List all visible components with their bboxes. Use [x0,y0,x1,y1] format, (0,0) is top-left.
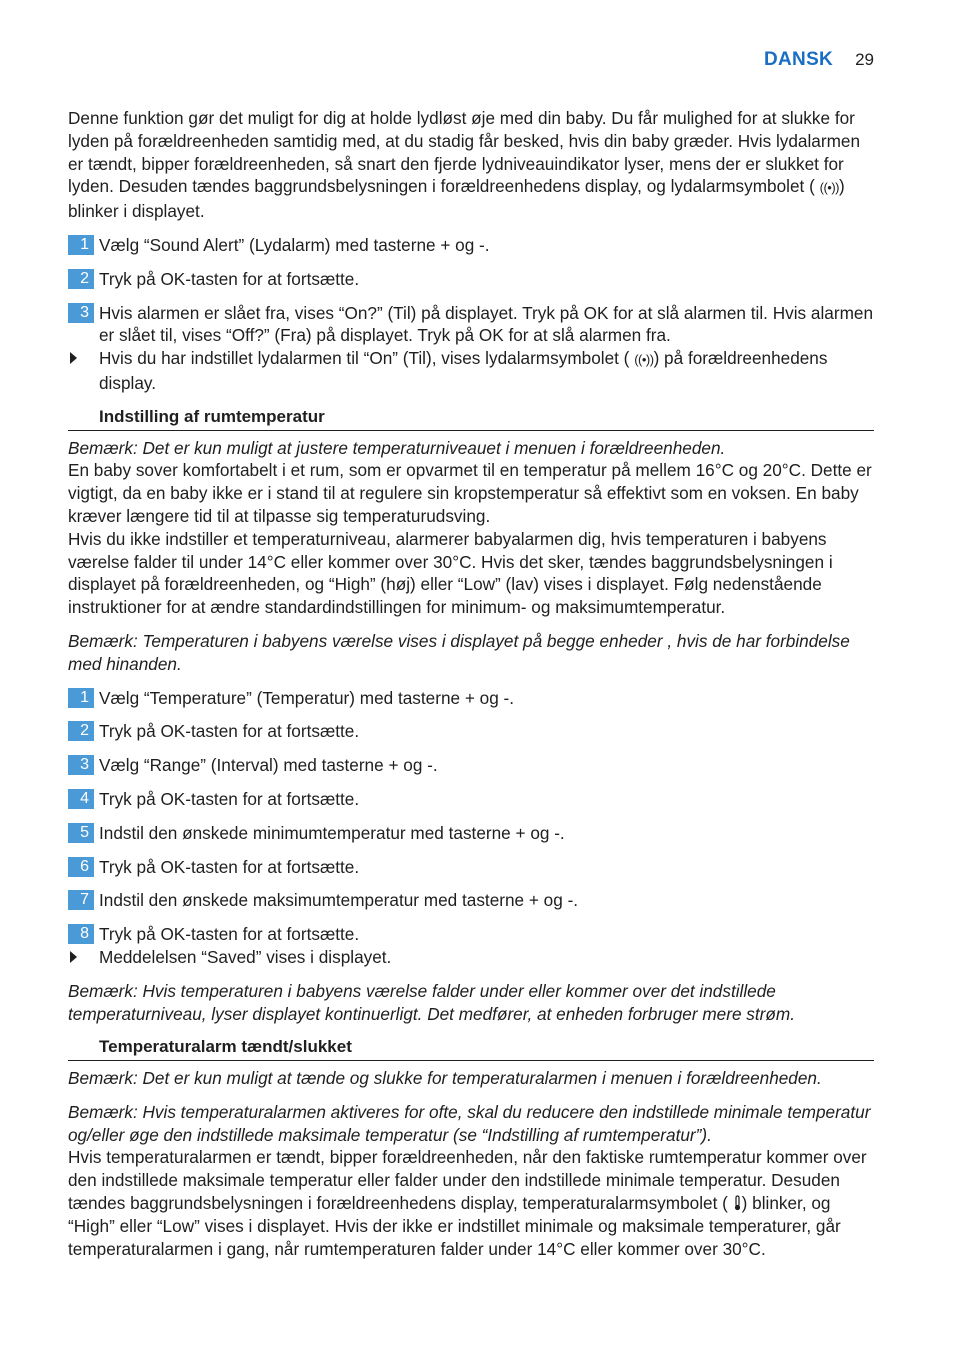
step-number: 4 [68,789,94,809]
step-text: Indstil den ønskede maksimumtemperatur med tasterne + og -. [99,890,579,911]
step-number: 3 [68,755,94,775]
page-header [764,47,874,73]
step-text: Hvis alarmen er slået fra, vises “On?” (Til) på displayet. Tryk på OK for at slå alarmen til. Hvis alarmen er slået til, vises “Off?” (Fra) på displayet. Tryk på OK for at slå alarmen fra. [99,302,873,346]
step-number: 1 [68,235,94,255]
thermometer-icon [733,1195,742,1211]
step-text: Vælg “Temperature” (Temperatur) med tasterne + og -. [99,687,515,708]
temperature-result: Meddelelsen “Saved” vises i displayet. [68,946,874,969]
note-room-temperature-2: Bemærk: Temperaturen i babyens værelse vises i displayet på begge enheder , hvis de har forbindelse med hinanden. [68,630,850,674]
note-room-temperature-1: Bemærk: Det er kun muligt at justere temperaturniveauet i menuen i forældreenheden. [68,437,726,458]
temperature-step-7 [68,889,874,912]
step-number: 1 [68,688,94,708]
step-number: 8 [68,924,94,944]
page-content [68,107,874,1260]
step-number: 3 [68,303,94,323]
result-arrow-icon [70,352,77,364]
sound-alert-icon: ((•)) [634,352,654,368]
temperature-step-4 [68,788,874,811]
language-label: DANSK [764,48,834,70]
step-text: Tryk på OK-tasten for at fortsætte. [99,788,360,809]
paragraph-room-temperature-1: En baby sover komfortabelt i et rum, som er opvarmet til en temperatur på mellem 16°C og 20°C. Dette er vigtigt, da en baby ikke er i stand til at regulere sin kropstemperatur så effektivt som en voksen. En baby kræver længere tid til at tilpasse sig temperaturudsving. [68,460,872,526]
step-number: 2 [68,269,94,289]
step-number: 2 [68,721,94,741]
paragraph-temperature-alarm: Hvis temperaturalarmen er tændt, bipper forældreenheden, når den faktiske rumtemperatur kommer over den indstillede maksimale temperatur eller falder under den indstillede minimale temperatur. Desuden tændes baggrundsbelysningen i forældreenhedens display, temperaturalarmsymbolet ( ) blinker, og “High” eller “Low” vises i displayet. Hvis der ikke er indstillet minimale og maksimale temperaturer, går temperaturalarmen i gang, når rumtemperaturen falder under 14°C eller kommer over 30°C. [68,1147,867,1259]
step-text: Vælg “Range” (Interval) med tasterne + og -. [99,755,438,776]
sound-alert-result: Hvis du har indstillet lydalarmen til “On” (Til), vises lydalarmsymbolet ( ((•))) på forældreenhedens display. [68,347,874,395]
paragraph-room-temperature-2: Hvis du ikke indstiller et temperaturniveau, alarmerer babyalarmen dig, hvis temperaturen i babyens værelse falder til under 14°C eller kommer over 30°C. Hvis det sker, tændes baggrundsbelysningen i displayet på forældreenheden, og “High” (høj) eller “Low” (lav) vises i displayet. Følg nedenstående instruktioner for at ændre standardindstillingen for minimum- og maksimumtemperatur. [68,528,833,618]
temperature-step-3 [68,754,874,777]
note-temperature-alarm-2: Bemærk: Hvis temperaturalarmen aktiveres for ofte, skal du reducere den indstillede minimale temperatur og/eller øge den indstillede maksimale temperatur (se “Indstilling af rumtemperatur”). [68,1101,871,1145]
step-text: Tryk på OK-tasten for at fortsætte. [99,924,360,945]
note-room-temperature-3: Bemærk: Hvis temperaturen i babyens værelse falder under eller kommer over det indstillede temperaturniveau, lyser displayet kontinuerligt. Det medfører, at enheden forbruger mere strøm. [68,980,795,1024]
sound-alert-step-2 [68,268,874,291]
sound-alert-icon: ((•)) [819,180,839,196]
step-text: Tryk på OK-tasten for at fortsætte. [99,856,360,877]
sound-alert-step-1 [68,234,874,257]
temperature-step-2 [68,720,874,743]
section-heading-room-temperature: Indstilling af rumtemperatur [68,406,874,431]
result-arrow-icon [70,951,77,963]
temperature-step-1 [68,687,874,710]
note-temperature-alarm-1: Bemærk: Det er kun muligt at tænde og slukke for temperaturalarmen i menuen i forældreenheden. [68,1068,822,1089]
page-number: 29 [855,49,874,69]
temperature-step-5 [68,822,874,845]
temperature-step-6 [68,856,874,879]
step-text: Tryk på OK-tasten for at fortsætte. [99,721,360,742]
step-text: Tryk på OK-tasten for at fortsætte. [99,268,360,289]
sound-alert-step-3 [68,302,874,348]
intro-paragraph: Denne funktion gør det muligt for dig at holde lydløst øje med din baby. Du får mulighed for at slukke for lyden på forældreenheden samtidig med, at du stadig får besked, hvis din baby græder. Hvis lydalarmen er tændt, bipper forældreenheden, så snart den fjerde lydniveauindikator lyser, mens der er slukket for lyden. Desuden tændes baggrundsbelysningen i forældreenhedens display, og lydalarmsymbolet ( ((•))) blinker i displayet. [68,108,861,222]
step-text: Vælg “Sound Alert” (Lydalarm) med tasterne + og -. [99,234,490,255]
step-number: 6 [68,857,94,877]
section-heading-temperature-alarm: Temperaturalarm tændt/slukket [68,1036,874,1061]
step-number: 7 [68,890,94,910]
temperature-step-8 [68,923,874,946]
step-number: 5 [68,823,94,843]
step-text: Indstil den ønskede minimumtemperatur med tasterne + og -. [99,822,565,843]
